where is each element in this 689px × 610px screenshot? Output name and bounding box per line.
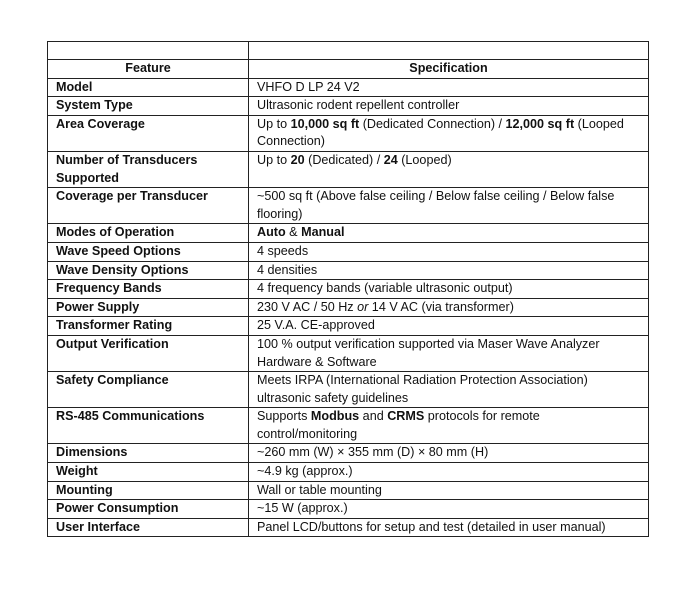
table-row: [48, 280, 649, 299]
text: protocols for remote control/monitoring: [257, 409, 540, 441]
table-row: [48, 188, 649, 224]
specification-cell: [249, 280, 649, 299]
specification-cell: [249, 500, 649, 519]
text: 4 frequency bands (variable ultrasonic output): [257, 281, 513, 296]
feature-cell: System Type: [48, 97, 249, 116]
table-row: [48, 463, 649, 482]
italic-text: or: [357, 299, 369, 314]
bold-text: Modbus: [310, 409, 360, 424]
table-row: [48, 444, 649, 463]
feature-cell: Mounting: [48, 481, 249, 500]
table-row: [48, 78, 649, 97]
specification-cell: [249, 298, 649, 317]
specification-cell: [249, 188, 649, 224]
text: (Looped Connection): [257, 116, 624, 149]
text: ~260 mm (W) × 355 mm (D) × 80 mm (H): [257, 445, 489, 460]
text: 230 V AC / 50 Hz: [257, 299, 358, 314]
header-specification: Specification: [249, 60, 649, 79]
text: 4 densities: [257, 262, 318, 277]
specification-cell: [249, 97, 649, 116]
text: Supports: [257, 409, 311, 424]
table-row: [48, 481, 649, 500]
feature-cell: Power Supply: [48, 298, 249, 317]
text: Wall or table mounting: [257, 482, 382, 497]
table-row: [48, 317, 649, 336]
feature-cell: Safety Compliance: [48, 372, 249, 408]
text: (Looped): [397, 152, 452, 167]
text: Up to: [257, 116, 291, 131]
feature-cell: Output Verification: [48, 335, 249, 371]
specifications-table: [47, 41, 649, 537]
specification-cell: [249, 224, 649, 243]
specification-cell: [249, 408, 649, 444]
text: Up to: [257, 152, 291, 167]
feature-cell: Wave Speed Options: [48, 242, 249, 261]
specification-cell: [249, 317, 649, 336]
specification-cell: [249, 78, 649, 97]
table-row: [48, 261, 649, 280]
feature-cell: Transformer Rating: [48, 317, 249, 336]
feature-cell: User Interface: [48, 518, 249, 537]
feature-cell: Area Coverage: [48, 115, 249, 151]
specification-cell: [249, 463, 649, 482]
feature-cell: Weight: [48, 463, 249, 482]
text: and: [359, 409, 388, 424]
text: (Dedicated Connection) /: [359, 116, 506, 131]
text: 25 V.A. CE-approved: [257, 318, 375, 333]
empty-row: [48, 42, 649, 60]
specification-cell: [249, 444, 649, 463]
table-row: [48, 115, 649, 151]
feature-cell: Coverage per Transducer: [48, 188, 249, 224]
header-feature: Feature: [48, 60, 249, 79]
empty-cell: [249, 42, 649, 60]
specification-cell: [249, 151, 649, 187]
text: 4 speeds: [257, 243, 309, 258]
feature-cell: Wave Density Options: [48, 261, 249, 280]
empty-cell: [48, 42, 249, 60]
text: ~15 W (approx.): [257, 501, 348, 516]
bold-text: 12,000 sq ft: [505, 116, 575, 131]
table-row: [48, 298, 649, 317]
feature-cell: Power Consumption: [48, 500, 249, 519]
text: ~500 sq ft (Above false ceiling / Below false ceiling / Below false flooring): [257, 189, 615, 221]
specification-cell: [249, 242, 649, 261]
bold-text: 10,000 sq ft: [290, 116, 360, 131]
text: Panel LCD/buttons for setup and test (detailed in user manual): [257, 519, 606, 534]
text: Ultrasonic rodent repellent controller: [257, 98, 460, 113]
table-row: [48, 518, 649, 537]
specification-cell: [249, 335, 649, 371]
bold-text: Manual: [301, 225, 345, 240]
header-row: [48, 60, 649, 79]
table-row: [48, 242, 649, 261]
feature-cell: Model: [48, 78, 249, 97]
table-row: [48, 500, 649, 519]
feature-cell: Frequency Bands: [48, 280, 249, 299]
text: 14 V AC (via transformer): [368, 299, 514, 314]
table-row: [48, 97, 649, 116]
text: (Dedicated) /: [304, 152, 384, 167]
feature-cell: Modes of Operation: [48, 224, 249, 243]
specification-cell: [249, 518, 649, 537]
feature-cell: Number of Transducers Supported: [48, 151, 249, 187]
text: &: [285, 225, 302, 240]
table-row: [48, 408, 649, 444]
table-row: [48, 151, 649, 187]
specification-cell: [249, 481, 649, 500]
bold-text: CRMS: [387, 409, 425, 424]
feature-cell: RS-485 Communications: [48, 408, 249, 444]
text: VHFO D LP 24 V2: [257, 79, 360, 94]
bold-text: Auto: [257, 225, 286, 240]
text: ~4.9 kg (approx.): [257, 464, 353, 479]
table-row: [48, 372, 649, 408]
feature-cell: Dimensions: [48, 444, 249, 463]
text: 100 % output verification supported via Maser Wave Analyzer Hardware & Software: [257, 336, 600, 369]
specification-cell: [249, 261, 649, 280]
text: Meets IRPA (International Radiation Protection Association) ultrasonic safety guidelines: [257, 373, 588, 405]
specification-cell: [249, 115, 649, 151]
bold-text: 20: [290, 152, 305, 167]
table-row: [48, 335, 649, 371]
bold-text: 24: [383, 152, 398, 167]
table-row: [48, 224, 649, 243]
specification-cell: [249, 372, 649, 408]
